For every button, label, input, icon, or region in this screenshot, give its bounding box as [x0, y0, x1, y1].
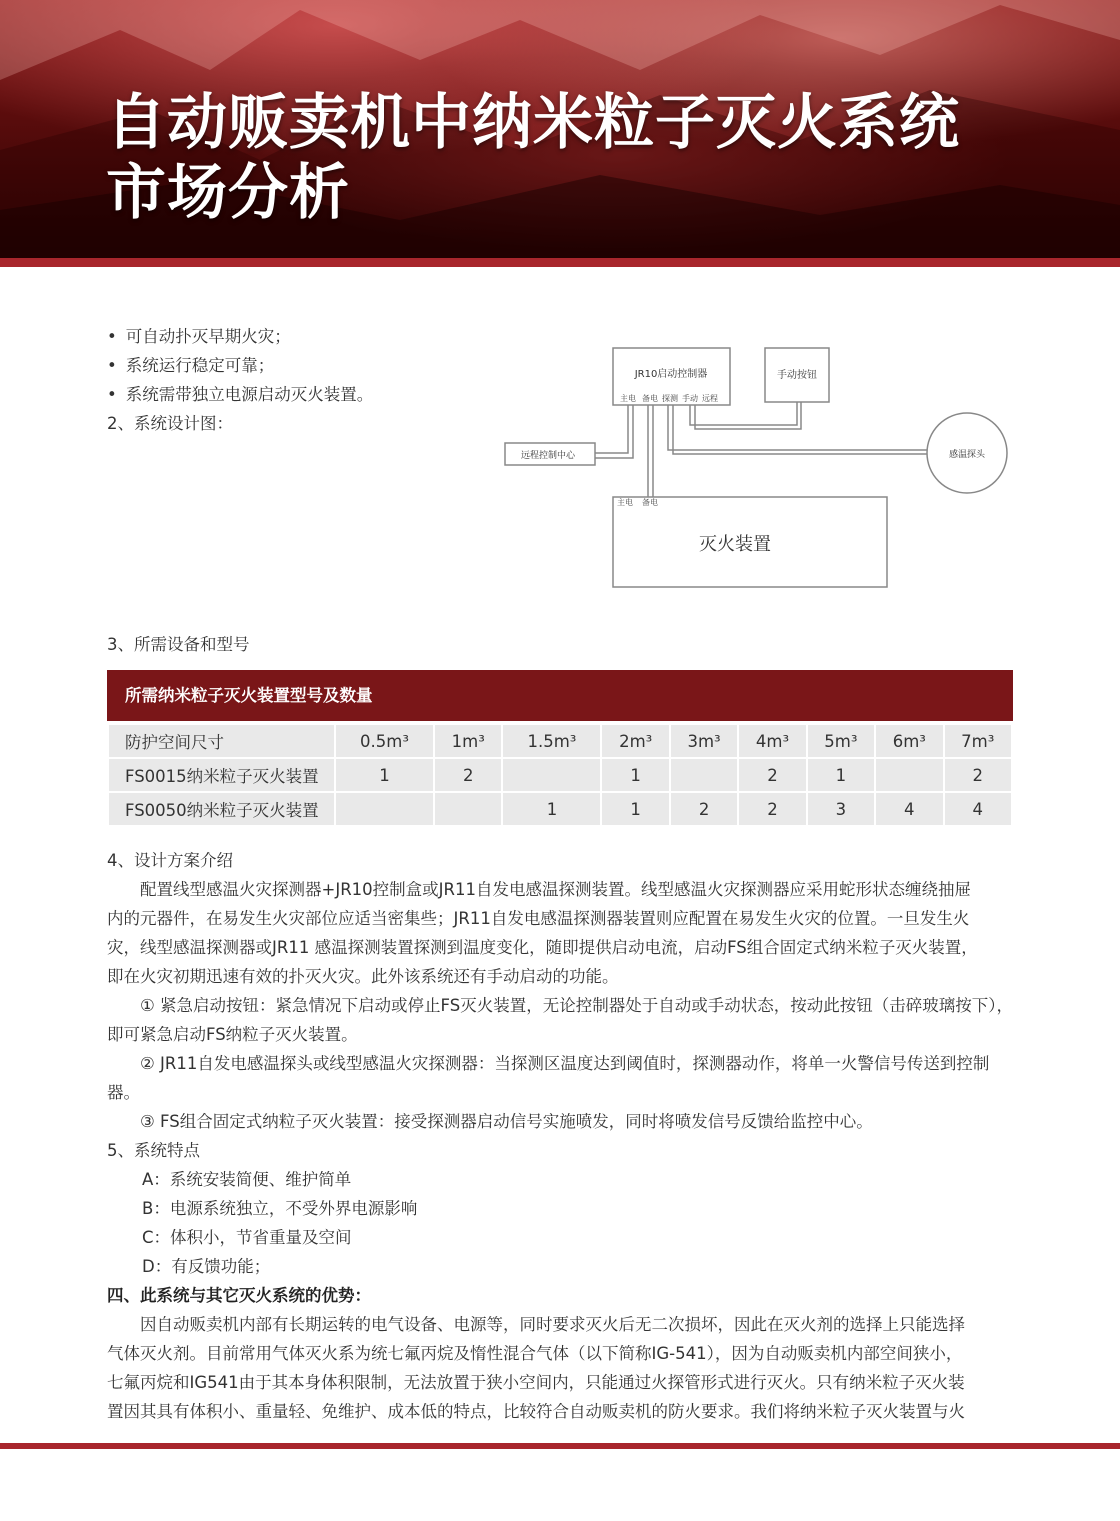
remote-center-label: 远程控制中心: [520, 451, 576, 461]
equipment-table: [107, 723, 1013, 827]
size-cell: 2m³: [601, 724, 669, 758]
port-label: 备电: [642, 394, 658, 403]
table-cell: 1: [807, 758, 875, 792]
port-label: 探测: [662, 394, 678, 403]
paragraph-line: ① 紧急启动按钮：紧急情况下启动或停止FS灭火装置，无论控制器处于自动或手动状态，按动此按钮（击碎玻璃按下），: [140, 996, 1013, 1015]
table-cell: [335, 792, 434, 826]
size-cell: 7m³: [944, 724, 1013, 758]
feature-item: C：体积小，节省重量及空间: [142, 1228, 352, 1247]
feature-item: B：电源系统独立，不受外界电源影响: [142, 1199, 418, 1218]
section-3-heading: 3、所需设备和型号: [107, 635, 250, 654]
table-cell: [875, 758, 943, 792]
section-2-heading: 2、系统设计图：: [107, 414, 233, 433]
paragraph-line: 内的元器件，在易发生火灾部位应适当密集些；JR11自发电感温探测器装置则应配置在易发生火灾的位置。一旦发生火: [107, 909, 970, 928]
paragraph-line: 置因其具有体积小、重量轻、免维护、成本低的特点，比较符合自动贩卖机的防火要求。我们将纳米粒子灭火装置与火: [107, 1402, 965, 1421]
header-divider: [0, 258, 1120, 267]
row-label: FS0015纳米粒子灭火装置: [108, 758, 335, 792]
table-title: 所需纳米粒子灭火装置型号及数量: [107, 670, 1013, 721]
body-text: [107, 846, 1017, 1426]
feature-item: D：有反馈功能；: [142, 1257, 271, 1276]
table-header-label: 防护空间尺寸: [108, 724, 335, 758]
table-row: [108, 792, 1012, 826]
footer-divider: [0, 1443, 1120, 1449]
table-header-row: [108, 724, 1012, 758]
paragraph-line: 因自动贩卖机内部有长期运转的电气设备、电源等，同时要求灭火后无二次损坏，因此在灭火剂的选择上只能选择: [140, 1315, 965, 1334]
table-cell: [670, 758, 738, 792]
table-cell: 2: [738, 792, 806, 826]
table-cell: 2: [670, 792, 738, 826]
table-cell: 1: [335, 758, 434, 792]
bullet-item: • 系统运行稳定可靠；: [107, 351, 1013, 380]
section-4-heading: 4、设计方案介绍: [107, 851, 233, 870]
table-cell: 4: [875, 792, 943, 826]
paragraph-line: 七氟丙烷和IG541由于其本身体积限制，无法放置于狭小空间内，只能通过火探管形式进行灭火。只有纳米粒子灭火装: [107, 1373, 965, 1392]
paragraph-line: 灾，线型感温探测器或JR11 感温探测装置探测到温度变化，随即提供启动电流，启动FS组合固定式纳米粒子灭火装置，: [107, 938, 978, 957]
size-cell: 6m³: [875, 724, 943, 758]
size-cell: 1.5m³: [502, 724, 601, 758]
bullet-item: • 系统需带独立电源启动灭火装置。: [107, 380, 1013, 409]
system-diagram: [500, 340, 1020, 600]
size-cell: 0.5m³: [335, 724, 434, 758]
table-cell: 2: [434, 758, 502, 792]
table-cell: 2: [738, 758, 806, 792]
sensor-label: 感温探头: [948, 450, 986, 460]
paragraph-line: ③ FS组合固定式纳粒子灭火装置：接受探测器启动信号实施喷发，同时将喷发信号反馈给监控中心。: [140, 1112, 873, 1131]
size-cell: 4m³: [738, 724, 806, 758]
size-cell: 5m³: [807, 724, 875, 758]
manual-button-label: 手动按钮: [777, 370, 817, 381]
table-cell: 4: [944, 792, 1013, 826]
table-row: [108, 758, 1012, 792]
controller-label: JR10启动控制器: [634, 369, 708, 380]
table-cell: 1: [502, 792, 601, 826]
paragraph-line: 气体灭火剂。目前常用气体灭火系为统七氟丙烷及惰性混合气体（以下简称IG-541），因为自动贩卖机内部空间狭小，: [107, 1344, 963, 1363]
size-cell: 3m³: [670, 724, 738, 758]
header-banner: [0, 0, 1120, 258]
device-port-label: 备电: [642, 498, 658, 507]
table-cell: [502, 758, 601, 792]
paragraph-line: 即可紧急启动FS纳粒子灭火装置。: [107, 1025, 358, 1044]
device-label: 灭火装置: [699, 534, 771, 555]
table-cell: 1: [601, 758, 669, 792]
port-label: 手动: [682, 394, 698, 403]
section-iv-heading: 四、此系统与其它灭火系统的优势：: [107, 1286, 371, 1305]
device-port-label: 主电: [617, 498, 633, 507]
port-label: 远程: [702, 394, 718, 403]
paragraph-line: 即在火灾初期迅速有效的扑灭火灾。此外该系统还有手动启动的功能。: [107, 967, 619, 986]
bullet-item: • 可自动扑灭早期火灾；: [107, 322, 1013, 351]
paragraph-line: ② JR11自发电感温探头或线型感温火灾探测器：当探测区温度达到阈值时，探测器动作，将单一火警信号传送到控制器。: [107, 1054, 990, 1102]
paragraph-line: 配置线型感温火灾探测器+JR10控制盒或JR11自发电感温探测装置。线型感温火灾探测器应采用蛇形状态缠绕抽屉: [140, 880, 971, 899]
port-label: 主电: [620, 394, 636, 403]
table-cell: 1: [601, 792, 669, 826]
feature-item: A：系统安装简便、维护简单: [142, 1170, 352, 1189]
section-5-heading: 5、系统特点: [107, 1141, 200, 1160]
page-title: 自动贩卖机中纳米粒子灭火系统 市场分析: [106, 88, 960, 228]
size-cell: 1m³: [434, 724, 502, 758]
table-cell: [434, 792, 502, 826]
table-cell: 2: [944, 758, 1013, 792]
row-label: FS0050纳米粒子灭火装置: [108, 792, 335, 826]
table-cell: 3: [807, 792, 875, 826]
